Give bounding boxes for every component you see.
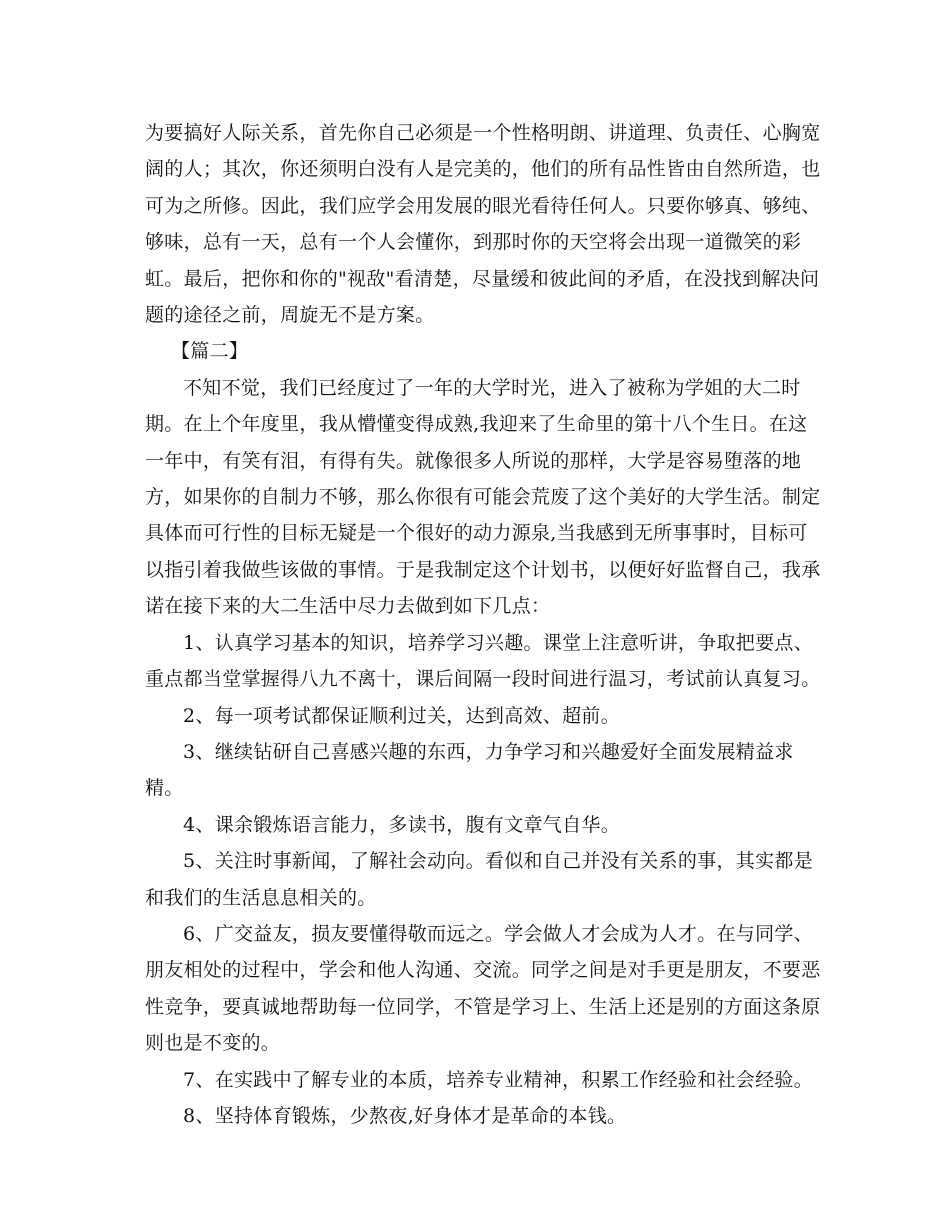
- list-item: 7、在实践中了解专业的本质，培养专业精神，积累工作经验和社会经验。: [183, 1068, 813, 1091]
- list-item: 6、广交益友，损友要懂得敬而远之。学会做人才会成为人才。在与同学、朋友相处的过程中，学会和他人沟通、交流。同学之间是对手更是朋友，不要恶性竞争，要真诚地帮助每一位同学，不管是学习上、生活上还是别的方面这条原则也是不变的。: [145, 922, 821, 1055]
- list-item: 8、坚持体育锻炼，少熬夜,好身体才是革命的本钱。: [183, 1104, 627, 1127]
- list-item: 3、继续钻研自己喜感兴趣的东西，力争学习和兴趣爱好全面发展精益求精。: [145, 740, 794, 800]
- section-heading: 【篇二】: [171, 340, 249, 363]
- document-body: [145, 115, 825, 1134]
- intro-paragraph: 不知不觉，我们已经度过了一年的大学时光，进入了被称为学姐的大二时期。在上个年度里，我从懵懂变得成熟,我迎来了生命里的第十八个生日。在这一年中，有笑有泪，有得有失。就像很多人所说的那样，大学是容易堕落的地方，如果你的自制力不够，那么你很有可能会荒废了这个美好的大学生活。制定具体而可行性的目标无疑是一个很好的动力源泉,当我感到无所事事时，目标可以指引着我做些该做的事情。于是我制定这个计划书，以便好好监督自己，我承诺在接下来的大二生活中尽力去做到如下几点：: [145, 376, 821, 618]
- list-item: 1、认真学习基本的知识，培养学习兴趣。课堂上注意听讲，争取把要点、重点都当堂掌握得八九不离十，课后间隔一段时间进行温习，考试前认真复习。: [145, 631, 821, 691]
- list-item: 4、课余锻炼语言能力，多读书，腹有文章气自华。: [183, 813, 620, 836]
- list-item: 5、关注时事新闻，了解社会动向。看似和自己并没有关系的事，其实都是和我们的生活息息相关的。: [145, 850, 813, 909]
- opening-paragraph: 为要搞好人际关系，首先你自己必须是一个性格明朗、讲道理、负责任、心胸宽阔的人；其次，你还须明白没有人是完美的，他们的所有品性皆由自然所造，也可为之所修。因此，我们应学会用发展的眼光看待任何人。只要你够真、够纯、够味，总有一天，总有一个人会懂你，到那时你的天空将会出现一道微笑的彩虹。最后，把你和你的"视敌"看清楚，尽量缓和彼此间的矛盾，在没找到解决问题的途径之前，周旋无不是方案。: [145, 122, 821, 327]
- list-item: 2、每一项考试都保证顺利过关，达到高效、超前。: [183, 704, 620, 727]
